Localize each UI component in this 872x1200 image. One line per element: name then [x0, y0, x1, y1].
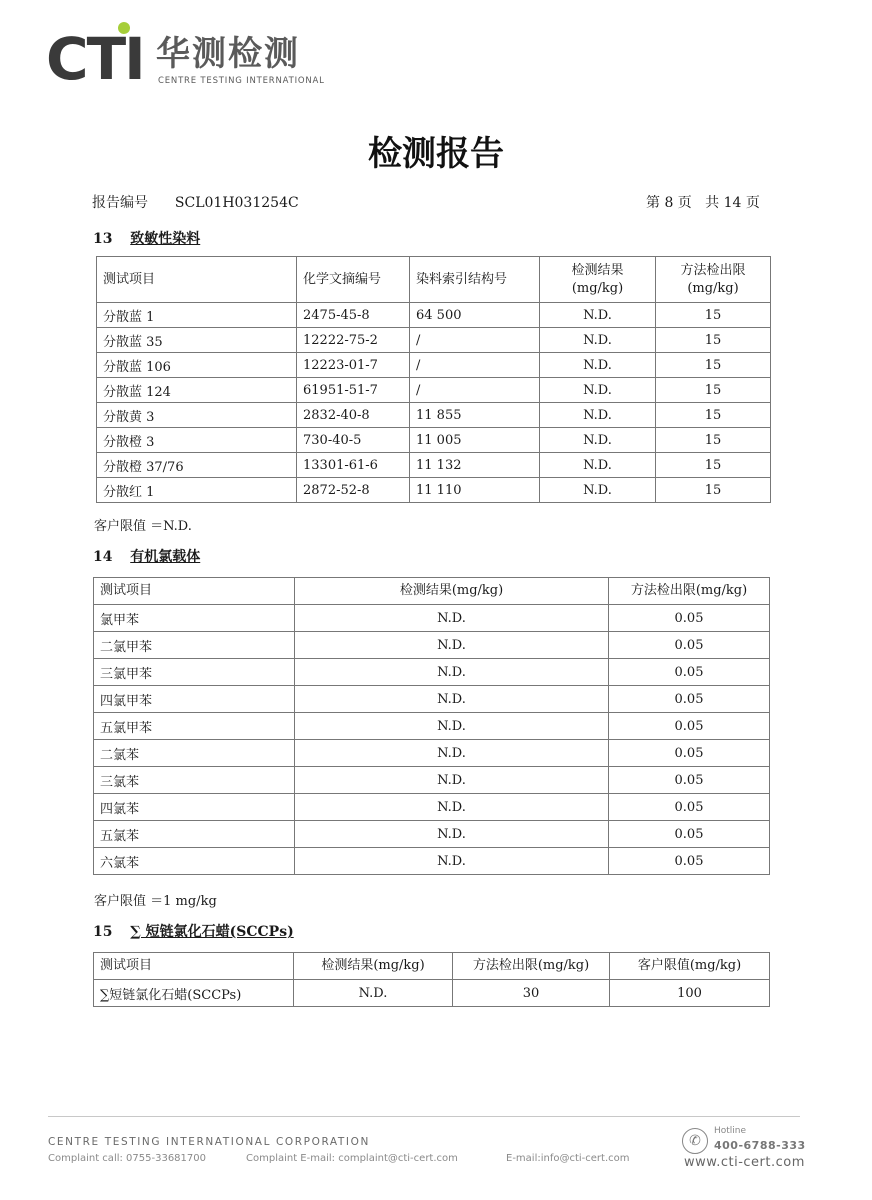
- footer-email: E-mail:info@cti-cert.com: [506, 1153, 630, 1164]
- section-15-title: [93, 921, 294, 941]
- table-row: 五氯甲苯 N.D. 0.05: [94, 713, 770, 740]
- hotline-label: Hotline: [714, 1126, 747, 1136]
- footer-divider: [48, 1116, 800, 1117]
- report-number-value: SCL01H031254C: [174, 195, 299, 211]
- table-row: 分散红 1 2872-52-8 11 110 N.D. 15: [97, 478, 771, 503]
- section-15-number: 15: [93, 924, 113, 940]
- table-row: 分散蓝 106 12223-01-7 / N.D. 15: [97, 353, 771, 378]
- table-row: 三氯甲苯 N.D. 0.05: [94, 659, 770, 686]
- section-13-number: 13: [93, 231, 113, 247]
- table-header-row: [97, 257, 771, 303]
- section-14-client-limit: 客户限值 ＝1 mg/kg: [94, 894, 217, 909]
- table-row: 二氯甲苯 N.D. 0.05: [94, 632, 770, 659]
- logo-company-en: CENTRE TESTING INTERNATIONAL: [158, 76, 325, 86]
- table-row: 六氯苯 N.D. 0.05: [94, 848, 770, 875]
- col-header-ci: 染料索引结构号: [410, 257, 540, 303]
- section-13-title: [93, 228, 200, 248]
- logo-company-cn: 华测检测: [156, 34, 300, 74]
- section-13-heading: 致敏性染料: [130, 231, 201, 247]
- col-header-result: 检测结果 (mg/kg): [540, 257, 656, 303]
- hotline-number: 400-6788-333: [714, 1139, 806, 1152]
- document-title: 检测报告: [368, 134, 504, 174]
- section-14-title: [93, 546, 200, 566]
- table-row: 五氯苯 N.D. 0.05: [94, 821, 770, 848]
- section-14-heading: 有机氯载体: [130, 549, 201, 565]
- section-13-client-limit: 客户限值 ＝N.D.: [94, 519, 192, 534]
- table-row: 分散蓝 124 61951-51-7 / N.D. 15: [97, 378, 771, 403]
- table-sensitizing-dyes: [96, 256, 771, 503]
- col-header-cas: 化学文摘编号: [297, 257, 410, 303]
- report-number-label: 报告编号: [92, 195, 148, 211]
- table-row: 分散橙 3 730-40-5 11 005 N.D. 15: [97, 428, 771, 453]
- col-header-mdl: 方法检出限(mg/kg): [453, 953, 610, 980]
- phone-icon: ✆: [682, 1128, 708, 1154]
- col-header-item: 测试项目: [94, 578, 295, 605]
- col-header-mdl: 方法检出限 (mg/kg): [656, 257, 771, 303]
- table-row: 三氯苯 N.D. 0.05: [94, 767, 770, 794]
- table-row: 分散黄 3 2832-40-8 11 855 N.D. 15: [97, 403, 771, 428]
- col-header-mdl: 方法检出限(mg/kg): [609, 578, 770, 605]
- table-header-row: [94, 953, 770, 980]
- footer-complaint-email: Complaint E-mail: complaint@cti-cert.com: [246, 1153, 458, 1164]
- table-row: 氯甲苯 N.D. 0.05: [94, 605, 770, 632]
- section-14-number: 14: [93, 549, 113, 565]
- footer-corporation: CENTRE TESTING INTERNATIONAL CORPORATION: [48, 1136, 370, 1148]
- table-row: 分散蓝 1 2475-45-8 64 500 N.D. 15: [97, 303, 771, 328]
- col-header-result: 检测结果(mg/kg): [294, 953, 453, 980]
- footer-website: www.cti-cert.com: [684, 1155, 805, 1170]
- table-row: 分散橙 37/76 13301-61-6 11 132 N.D. 15: [97, 453, 771, 478]
- col-header-result: 检测结果(mg/kg): [295, 578, 609, 605]
- page-info: 第 8 页 共 14 页: [646, 195, 760, 211]
- table-row: ∑短链氯化石蜡(SCCPs) N.D. 30 100: [94, 980, 770, 1007]
- table-row: 四氯甲苯 N.D. 0.05: [94, 686, 770, 713]
- table-header-row: [94, 578, 770, 605]
- table-row: 二氯苯 N.D. 0.05: [94, 740, 770, 767]
- col-header-item: 测试项目: [94, 953, 294, 980]
- col-header-client-limit: 客户限值(mg/kg): [610, 953, 770, 980]
- section-15-heading: ∑ 短链氯化石蜡(SCCPs): [130, 924, 294, 940]
- table-organic-chlorine-carriers: [93, 577, 770, 875]
- report-number: [92, 192, 299, 212]
- col-header-item: 测试项目: [97, 257, 297, 303]
- logo-cti: CTI: [46, 25, 144, 93]
- footer-complaint-call: Complaint call: 0755-33681700: [48, 1153, 206, 1164]
- table-row: 分散蓝 35 12222-75-2 / N.D. 15: [97, 328, 771, 353]
- table-sccps: [93, 952, 770, 1007]
- table-row: 四氯苯 N.D. 0.05: [94, 794, 770, 821]
